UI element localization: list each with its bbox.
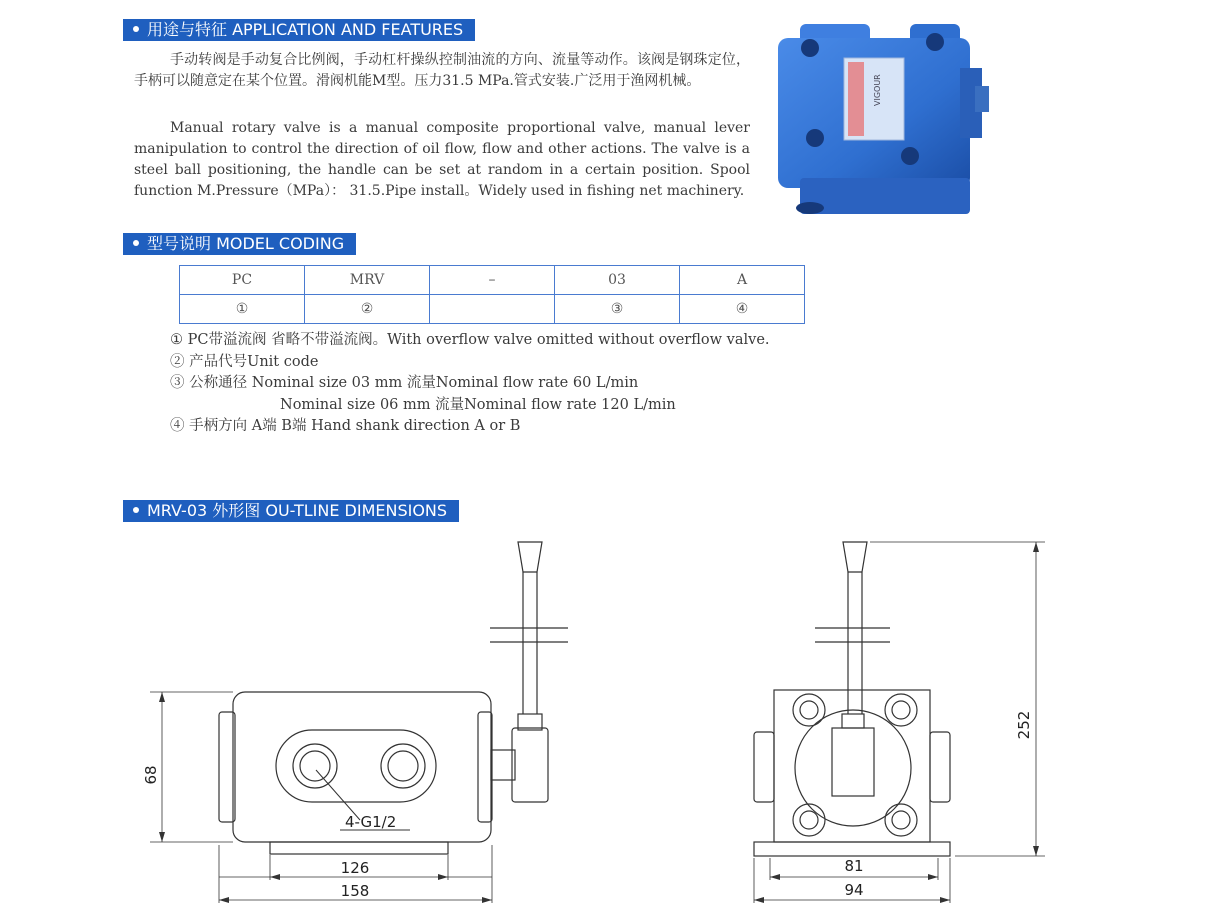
section-title: 型号说明 MODEL CODING [147, 234, 345, 253]
section-title: 用途与特征 APPLICATION AND FEATURES [147, 20, 464, 39]
table-cell: ① [180, 295, 305, 324]
table-cell: MRV [305, 266, 430, 295]
note-item: ② 产品代号Unit code [170, 353, 319, 370]
dimension-port: 4-G1/2 [345, 813, 397, 831]
note-item: ③ 公称通径 Nominal size 03 mm 流量Nominal flow rate 60 L/min [170, 375, 639, 391]
note-item: Nominal size 06 mm 流量Nominal flow rate 120 L/min [280, 396, 676, 413]
table-cell: ④ [680, 295, 805, 324]
dimension-height: 68 [142, 765, 160, 785]
table-cell: ② [305, 295, 430, 324]
table-cell: – [430, 266, 555, 295]
dimension-total-height: 252 [1015, 710, 1033, 740]
dimension-front-outer: 94 [844, 881, 864, 899]
dimension-width-outer: 158 [340, 882, 370, 900]
note-item: ④ 手柄方向 A端 B端 Hand shank direction A or B [170, 418, 521, 434]
dimension-front-inner: 81 [844, 857, 864, 875]
description-english: Manual rotary valve is a manual composite proportional valve, manual lever manipulation to control the direction of oil flow, flow and other actions. The valve is a steel ball positioning, the handle can be set at random in a certain position. Spool function M.Pressure（MPa）： 31.5.Pipe install。Widely used in fishing net machinery. [134, 120, 750, 199]
description-chinese: 手动转阀是手动复合比例阀，手动杠杆操纵控制油流的方向、流量等动作。该阀是钢珠定位，手柄可以随意定在某个位置。滑阀机能M型。压力31.5 MPa.管式安装.广泛用于渔网机械。 [134, 52, 750, 89]
section-title: MRV-03 外形图 OU-TLINE DIMENSIONS [147, 501, 448, 520]
dimension-width-inner: 126 [340, 859, 370, 877]
note-item: ① PC带溢流阀 省略不带溢流阀。With overflow valve omitted without overflow valve. [170, 332, 770, 348]
table-cell: A [680, 266, 805, 295]
photo-label: VIGOUR [873, 74, 882, 106]
table-cell: PC [180, 266, 305, 295]
table-cell: ③ [555, 295, 680, 324]
table-cell: 03 [555, 266, 680, 295]
